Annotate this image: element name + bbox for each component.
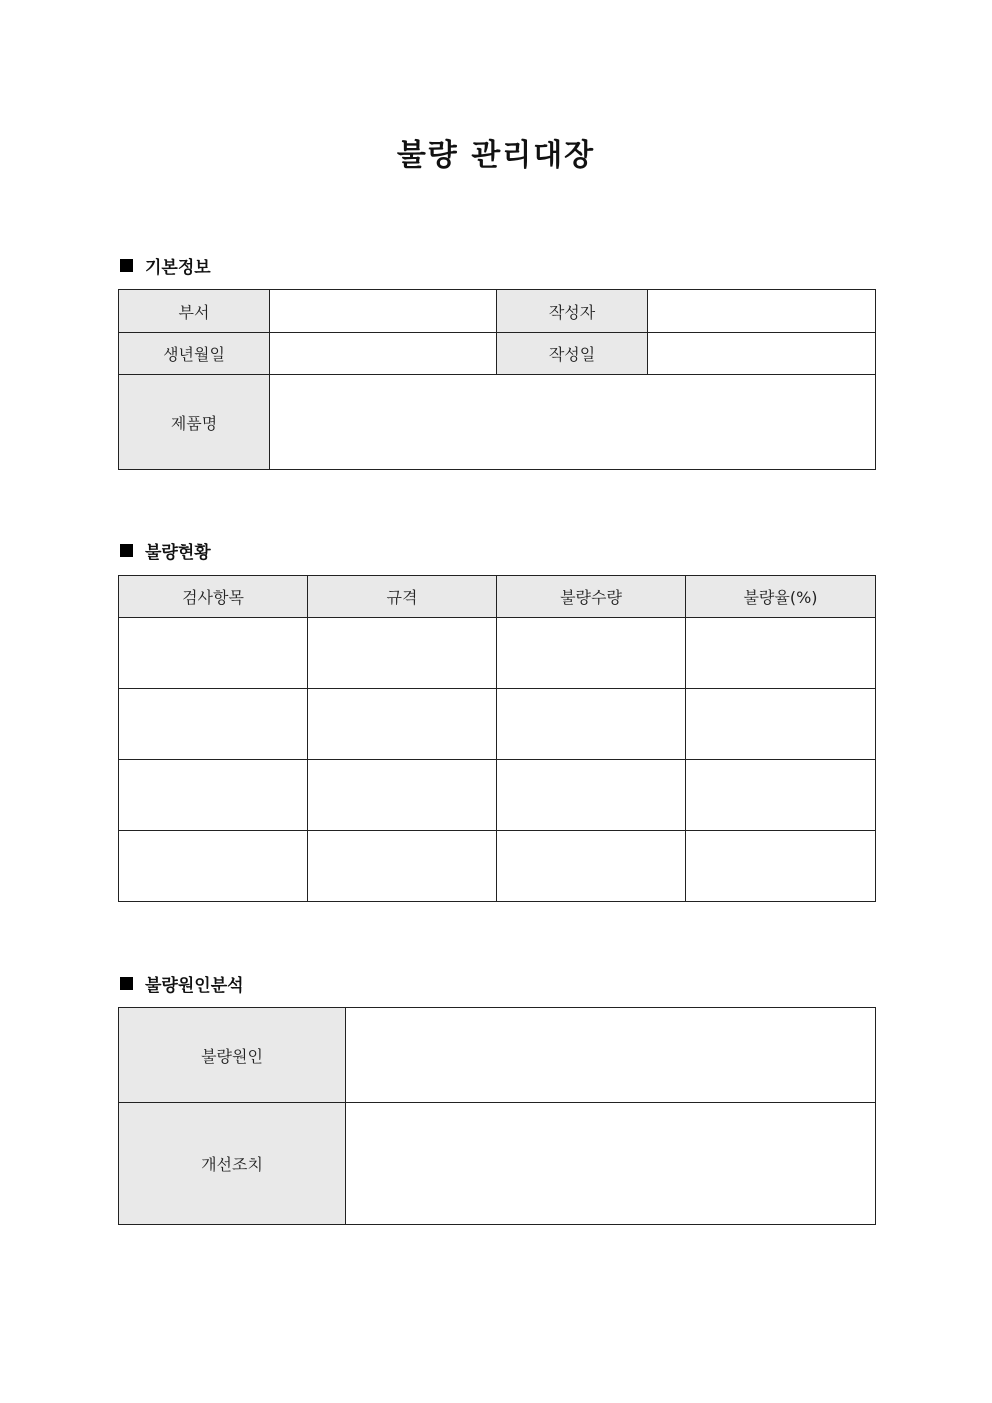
defect-qty-cell[interactable]: [497, 689, 686, 760]
product-label: 제품명: [119, 375, 270, 470]
defect-status-heading: [118, 536, 211, 564]
action-field[interactable]: [346, 1103, 876, 1225]
table-row: [119, 760, 876, 831]
basic-info-heading: [118, 251, 211, 279]
square-bullet-icon: [120, 544, 133, 557]
basic-info-row-3: [119, 375, 876, 470]
defect-rate-cell[interactable]: [686, 831, 876, 902]
spec-cell[interactable]: [308, 831, 497, 902]
defect-qty-cell[interactable]: [497, 831, 686, 902]
column-header: 검사항목: [119, 576, 308, 618]
author-label: 작성자: [497, 290, 648, 333]
cause-analysis-table: [118, 1007, 876, 1225]
table-row: [119, 689, 876, 760]
defect-status-table: [118, 575, 876, 902]
author-field[interactable]: [648, 290, 876, 333]
inspection-item-cell[interactable]: [119, 618, 308, 689]
department-label: 부서: [119, 290, 270, 333]
basic-info-table: [118, 289, 876, 470]
cause-field[interactable]: [346, 1008, 876, 1103]
defect-status-header-row: [119, 576, 876, 618]
birthdate-label: 생년월일: [119, 333, 270, 375]
inspection-item-cell[interactable]: [119, 689, 308, 760]
defect-status-heading-text: 불량현황: [145, 542, 211, 563]
table-row: [119, 618, 876, 689]
cause-row: [119, 1008, 876, 1103]
defect-qty-cell[interactable]: [497, 618, 686, 689]
inspection-item-cell[interactable]: [119, 760, 308, 831]
date-label: 작성일: [497, 333, 648, 375]
square-bullet-icon: [120, 259, 133, 272]
defect-rate-cell[interactable]: [686, 689, 876, 760]
basic-info-row-1: [119, 290, 876, 333]
cause-analysis-heading: [118, 969, 244, 997]
square-bullet-icon: [120, 977, 133, 990]
spec-cell[interactable]: [308, 689, 497, 760]
basic-info-heading-text: 기본정보: [145, 257, 211, 278]
birthdate-field[interactable]: [270, 333, 497, 375]
column-header: 규격: [308, 576, 497, 618]
date-field[interactable]: [648, 333, 876, 375]
cause-analysis-heading-text: 불량원인분석: [145, 975, 244, 996]
page-title: 불량 관리대장: [396, 138, 596, 173]
defect-rate-cell[interactable]: [686, 618, 876, 689]
defect-rate-cell[interactable]: [686, 760, 876, 831]
action-label: 개선조치: [119, 1103, 346, 1225]
spec-cell[interactable]: [308, 760, 497, 831]
cause-label: 불량원인: [119, 1008, 346, 1103]
defect-qty-cell[interactable]: [497, 760, 686, 831]
product-field[interactable]: [270, 375, 876, 470]
basic-info-row-2: [119, 333, 876, 375]
action-row: [119, 1103, 876, 1225]
column-header: 불량율(%): [686, 576, 876, 618]
column-header: 불량수량: [497, 576, 686, 618]
table-row: [119, 831, 876, 902]
department-field[interactable]: [270, 290, 497, 333]
spec-cell[interactable]: [308, 618, 497, 689]
inspection-item-cell[interactable]: [119, 831, 308, 902]
